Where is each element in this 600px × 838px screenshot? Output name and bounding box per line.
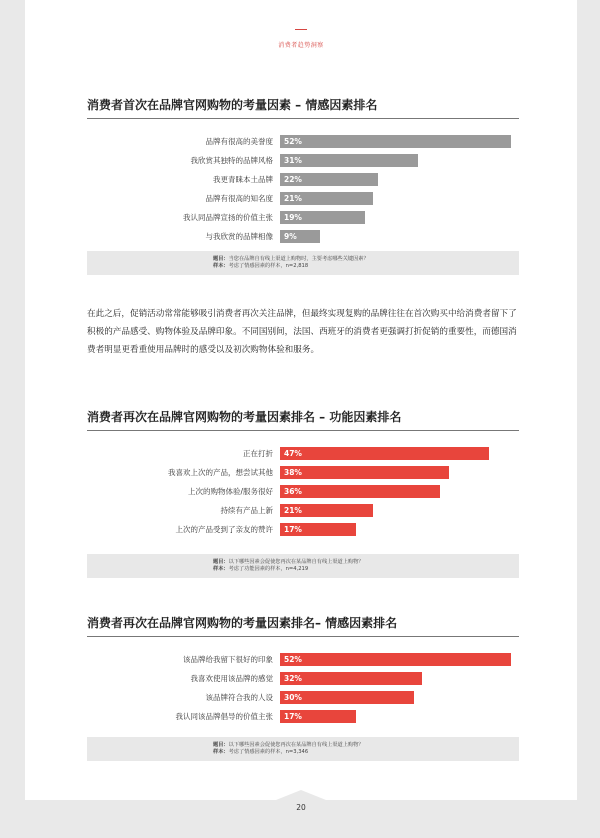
bar-chart [87,445,519,540]
bar [280,447,489,460]
bar [280,466,449,479]
bar-label: 正在打折 [243,449,273,458]
bar-value-label: 17% [284,712,302,721]
footnote [87,554,519,578]
bar-row [87,228,519,247]
question-label: 题目： [213,256,229,262]
question-label: 题目： [213,742,229,748]
bar [280,485,440,498]
bar-label: 我认同该品牌倡导的价值主张 [175,712,273,721]
bar-row [87,445,519,464]
bar-value-label: 21% [284,194,302,203]
bar-value-label: 22% [284,175,302,184]
bar-row [87,502,519,521]
bar-label: 我更青睐本土品牌 [213,175,273,184]
bar-value-label: 17% [284,525,302,534]
bar-value-label: 36% [284,487,302,496]
bar-label: 品牌有很高的美誉度 [205,137,273,146]
header-rule [295,29,307,30]
bar-row [87,651,519,670]
bar-row [87,209,519,228]
bar-row [87,133,519,152]
section-emotional-first [87,96,519,275]
bar-row [87,483,519,502]
bar-label: 我喜欢使用该品牌的感觉 [190,674,273,683]
page-number: 20 [296,803,306,812]
bar-chart [87,651,519,727]
bar-value-label: 9% [284,232,297,241]
sample-text: 考虑了情感因素的样本，n=3,346 [228,749,309,755]
sample-text: 考虑了情感因素的样本，n=2,818 [228,263,309,269]
report-page [25,0,577,838]
section-title: 消费者再次在品牌官网购物的考量因素排名 – 功能因素排名 [87,408,519,431]
question-text: 当您在品牌自有线上渠道上购物时，主要考虑哪些关键因素？ [228,256,369,262]
bar-label: 该品牌符合我的人设 [205,693,273,702]
section-title: 消费者再次在品牌官网购物的考量因素排名– 情感因素排名 [87,614,519,637]
bar-value-label: 52% [284,137,302,146]
body-paragraph: 在此之后，促销活动常常能够吸引消费者再次关注品牌，但最终实现复购的品牌往往在首次购买中给消费者留下了积极的产品感受、购物体验及品牌印象。不同国别间，法国、西班牙的消费者更强调打折促销的重要性，而德国消费者明显更看重使用品牌时的感受以及初次购物体验和服务。 [87,309,517,355]
sample-text: 考虑了功能因素的样本，n=4,219 [228,566,309,572]
sample-label: 样本： [213,263,229,269]
bar [280,653,511,666]
bar-value-label: 30% [284,693,302,702]
bar-row [87,670,519,689]
bar-label: 我喜欢上次的产品，想尝试其他 [168,468,273,477]
question-text: 以下哪些因素会促使您再次在某品牌自有线上渠道上购物？ [228,559,364,565]
bar-row [87,152,519,171]
bar-row [87,190,519,209]
question-label: 题目： [213,559,229,565]
bar-row [87,171,519,190]
question-text: 以下哪些因素会促使您再次在某品牌自有线上渠道上购物？ [228,742,364,748]
bar-label: 我认同品牌宣扬的价值主张 [183,213,273,222]
bar-label: 持续有产品上新 [220,506,273,515]
sample-label: 样本： [213,566,229,572]
bar [280,135,511,148]
bar-row [87,464,519,483]
bar-value-label: 52% [284,655,302,664]
bar-chart [87,133,519,247]
bar-value-label: 47% [284,449,302,458]
bar-value-label: 31% [284,156,302,165]
bar-row [87,521,519,540]
footnote [87,737,519,761]
section-emotional-repeat [87,614,519,761]
bar-value-label: 19% [284,213,302,222]
bar-value-label: 38% [284,468,302,477]
section-functional-repeat [87,408,519,578]
header-label: 消费者趋势洞察 [278,42,324,49]
bar-label: 与我欣赏的品牌相像 [205,232,273,241]
bar-label: 该品牌给我留下很好的印象 [183,655,273,664]
bar-label: 我欣赏其独特的品牌风格 [190,156,273,165]
bar-label: 上次的产品受到了亲友的赞许 [175,525,273,534]
section-title: 消费者首次在品牌官网购物的考量因素 – 情感因素排名 [87,96,519,119]
footnote [87,251,519,275]
sample-label: 样本： [213,749,229,755]
bar-label: 品牌有很高的知名度 [205,194,273,203]
bar-value-label: 32% [284,674,302,683]
bar-value-label: 21% [284,506,302,515]
bar-row [87,689,519,708]
bar-label: 上次的购物体验/服务很好 [187,487,273,496]
bar-row [87,708,519,727]
